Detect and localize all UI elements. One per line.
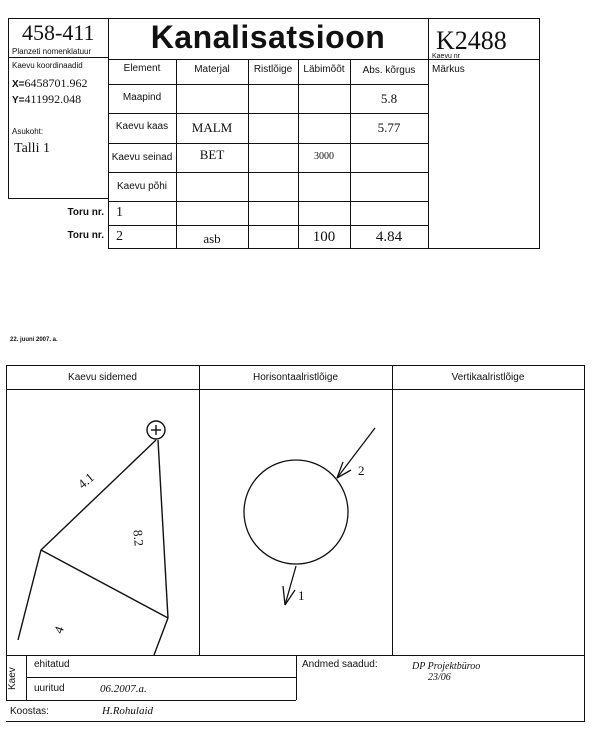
sketch-label-b: 8.2 (130, 529, 147, 547)
compiled-value: H.Rohulaid (102, 705, 154, 717)
col-title-horizontal: Horisontaalristlõige (252, 372, 339, 383)
pipe1-arrow-label: 1 (298, 588, 305, 603)
well-number-label: Kaevu nr (432, 53, 461, 60)
page-title: Kanalisatsioon (150, 19, 386, 55)
data-from-label: Andmed saadud: (302, 659, 378, 670)
location-value: Talli 1 (14, 141, 50, 156)
date-stamp: 22. juuni 2007. a. (10, 337, 58, 343)
col-title-vertical: Vertikaalristlõige (451, 372, 525, 383)
pipe2-height: 4.84 (375, 229, 403, 245)
location-label: Asukoht: (12, 127, 44, 136)
row-material-kaas: MALM (191, 120, 233, 135)
pipe2-label: Toru nr. (67, 230, 104, 241)
sketch-label-c: 4 (50, 624, 67, 636)
pipe1-label: Toru nr. (67, 207, 104, 218)
col-material: Materjal (194, 64, 230, 75)
built-label: ehitatud (34, 659, 70, 670)
row-element-maapind: Maapind (122, 92, 162, 103)
kaev-label: Kaev (7, 667, 18, 690)
pipe2-diameter: 100 (312, 229, 336, 245)
row-diameter-seinad: 3000 (314, 151, 334, 162)
x-coordinate (12, 76, 88, 91)
nomenclature-number: 458-411 (22, 20, 95, 45)
horizontal-sketch (199, 390, 392, 655)
row-element-seinad: Kaevu seinad (111, 152, 173, 163)
well-number: K2488 (436, 26, 507, 55)
col-crosssection: Ristlõige (253, 64, 293, 75)
y-label: Y= (12, 95, 25, 106)
data-from-value: DP Projektbüroo (412, 661, 481, 672)
pipe2-arrow-label: 2 (358, 463, 365, 478)
data-from-date: 23/06 (428, 672, 451, 683)
y-value: 411992.048 (24, 92, 82, 106)
row-material-seinad: BET (199, 147, 225, 162)
pipe2-material: asb (203, 231, 221, 246)
row-height-kaas: 5.77 (377, 120, 401, 135)
y-coordinate (12, 92, 81, 107)
coords-label: Kaevu koordinaadid (12, 61, 83, 70)
pipe1-number: 1 (116, 205, 123, 220)
surveyed-value: 06.2007.a. (100, 683, 147, 695)
sketch-label-a: 4.1 (74, 469, 97, 492)
col-diameter: Läbimõõt (303, 64, 345, 75)
pipe2-number: 2 (116, 229, 123, 244)
well-outline (244, 460, 348, 564)
connections-sketch (6, 390, 199, 655)
row-element-pohi: Kaevu põhi (116, 181, 168, 192)
col-remarks: Märkus (432, 64, 465, 75)
col-title-connections: Kaevu sidemed (68, 372, 137, 383)
surveyed-label: uuritud (34, 683, 65, 694)
nomenclature-label: Planzeti nomenklatuur (12, 47, 92, 56)
compiled-label: Koostas: (10, 706, 49, 717)
row-element-kaas: Kaevu kaas (115, 121, 169, 132)
x-label: X= (12, 79, 25, 90)
col-element: Element (123, 63, 161, 74)
x-value: 6458701.962 (24, 76, 88, 90)
col-height: Abs. kõrgus (362, 65, 416, 76)
row-height-maapind: 5.8 (380, 91, 398, 106)
